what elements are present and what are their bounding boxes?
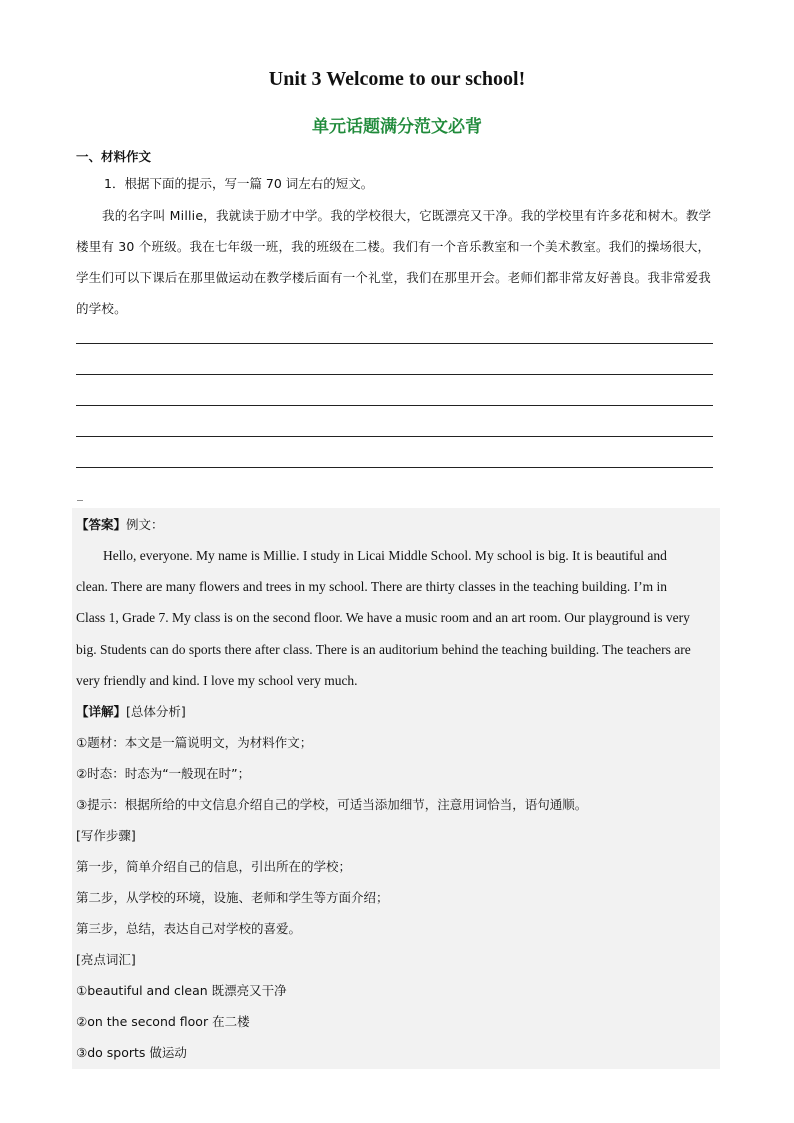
- analysis-item: ①题材：本文是一篇说明文，为材料作文；: [76, 735, 313, 750]
- unit-title: Unit 3 Welcome to our school!: [268, 68, 526, 90]
- essay-line: Class 1, Grade 7. My class is on the second floor. We have a music room and an art room. Our playground is very: [76, 610, 690, 626]
- detail-label: 【详解】: [76, 704, 127, 719]
- sample-essay: [76, 540, 716, 696]
- writing-line: [76, 436, 713, 437]
- writing-line: [76, 343, 713, 344]
- writing-line: [76, 405, 713, 406]
- essay-line: big. Students can do sports there after class. There is an auditorium behind the teaching building. The teachers are: [76, 641, 691, 657]
- essay-line: clean. There are many flowers and trees in my school. There are thirty classes in the teaching building. I’m in: [76, 579, 668, 595]
- essay-line: very friendly and kind. I love my school very much.: [76, 672, 358, 688]
- step-item: 第一步，简单介绍自己的信息，引出所在的学校；: [76, 859, 352, 874]
- vocab-heading: [亮点词汇]: [76, 952, 136, 967]
- step-item: 第三步，总结，表达自己对学校的喜爱。: [76, 921, 302, 936]
- step-item: 第二步，从学校的环境，设施、老师和学生等方面介绍；: [76, 890, 389, 905]
- stray-mark: _: [77, 487, 83, 501]
- section-subtitle: 单元话题满分范文必背: [312, 117, 482, 137]
- detail-suffix: [总体分析]: [126, 704, 186, 719]
- detail-label-row: [76, 702, 720, 720]
- answer-block: [72, 508, 720, 1069]
- vocab-item: ①beautiful and clean 既漂亮又干净: [76, 983, 287, 998]
- writing-line: [76, 374, 713, 375]
- answer-label: 【答案】: [76, 517, 127, 532]
- analysis-item: ②时态：时态为“一般现在时”；: [76, 766, 251, 781]
- vocab-item: ③do sports 做运动: [76, 1045, 187, 1060]
- writing-line: [76, 467, 713, 468]
- vocab-item: ②on the second floor 在二楼: [76, 1014, 250, 1029]
- section-heading: 一、材料作文: [76, 149, 152, 164]
- question-instruction: 1．根据下面的提示，写一篇 70 词左右的短文。: [104, 176, 374, 191]
- essay-line: Hello, everyone. My name is Millie. I study in Licai Middle School. My school is big. It is beautiful and: [103, 548, 667, 563]
- answer-label-row: [76, 515, 720, 533]
- analysis-item: ③提示：根据所给的中文信息介绍自己的学校，可适当添加细节，注意用词恰当，语句通顺。: [76, 797, 588, 812]
- steps-heading: [写作步骤]: [76, 828, 136, 843]
- answer-label-suffix: 例文：: [126, 517, 164, 532]
- chinese-prompt: 我的名字叫 Millie，我就读于励才中学。我的学校很大，它既漂亮又干净。我的学校里有许多花和树木。教学楼里有 30 个班级。我在七年级一班，我的班级在二楼。我们有一个音乐教室和一个美术教室。我们的操场很大，学生们可以下课后在那里做运动在教学楼后面有一个礼堂，我们在那里开会。老师们都非常友好善良。我非常爱我的学校。: [76, 208, 712, 316]
